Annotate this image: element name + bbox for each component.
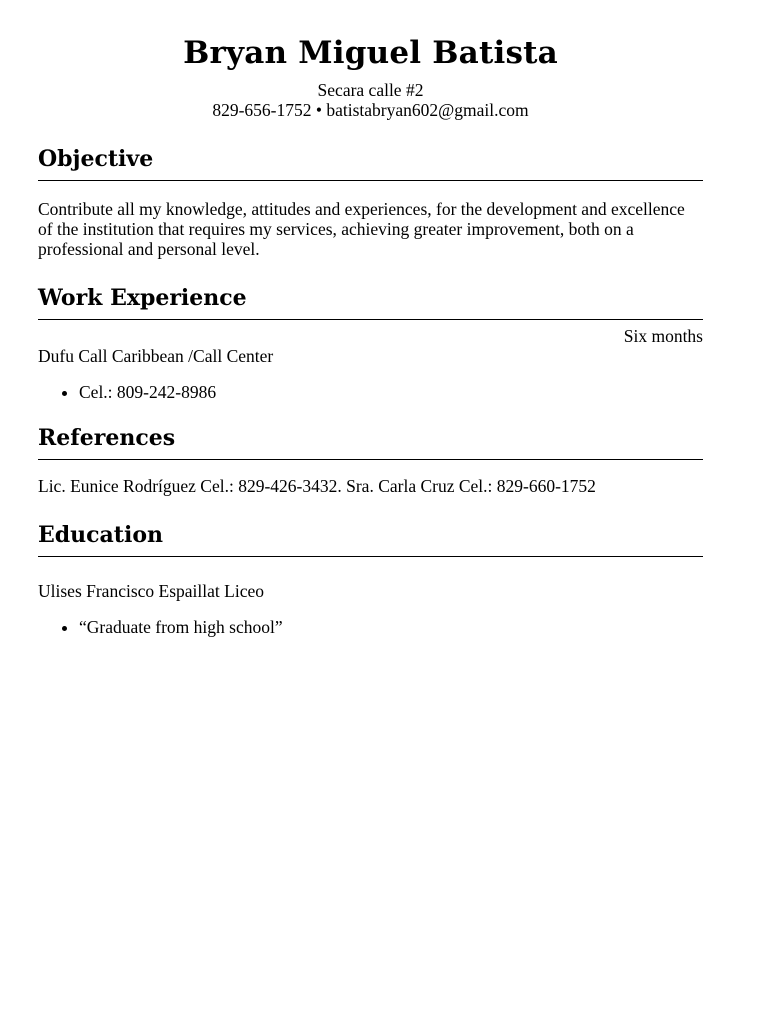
work-employer: Dufu Call Caribbean /Call Center bbox=[38, 346, 274, 366]
references-title: References bbox=[38, 425, 703, 460]
work-experience-section bbox=[38, 285, 703, 402]
resume-page bbox=[38, 0, 703, 637]
education-school: Ulises Francisco Espaillat Liceo bbox=[38, 581, 264, 601]
work-bullet-list bbox=[38, 382, 703, 402]
work-duration: Six months bbox=[623, 326, 703, 346]
education-bullet-list bbox=[38, 617, 703, 637]
contact-address: Secara calle #2 bbox=[317, 80, 424, 100]
education-section bbox=[38, 522, 703, 637]
references-section bbox=[38, 425, 703, 496]
education-title: Education bbox=[38, 522, 703, 557]
resume-name: Bryan Miguel Batista bbox=[183, 35, 558, 71]
objective-text: Contribute all my knowledge, attitudes and experiences, for the development and excellence of the institution that requires my services, achieving greater improvement, both on a professional and personal level. bbox=[38, 199, 685, 259]
list-item: • Cel.: 809-242-8986 bbox=[79, 382, 703, 402]
objective-title: Objective bbox=[38, 146, 703, 181]
work-experience-title: Work Experience bbox=[38, 285, 703, 320]
references-text: Lic. Eunice Rodríguez Cel.: 829-426-3432. Sra. Carla Cruz Cel.: 829-660-1752 bbox=[38, 476, 596, 496]
contact-line: 829-656-1752 • batistabryan602@gmail.com bbox=[212, 100, 529, 120]
objective-section bbox=[38, 146, 703, 259]
list-item: • “Graduate from high school” bbox=[79, 617, 703, 637]
